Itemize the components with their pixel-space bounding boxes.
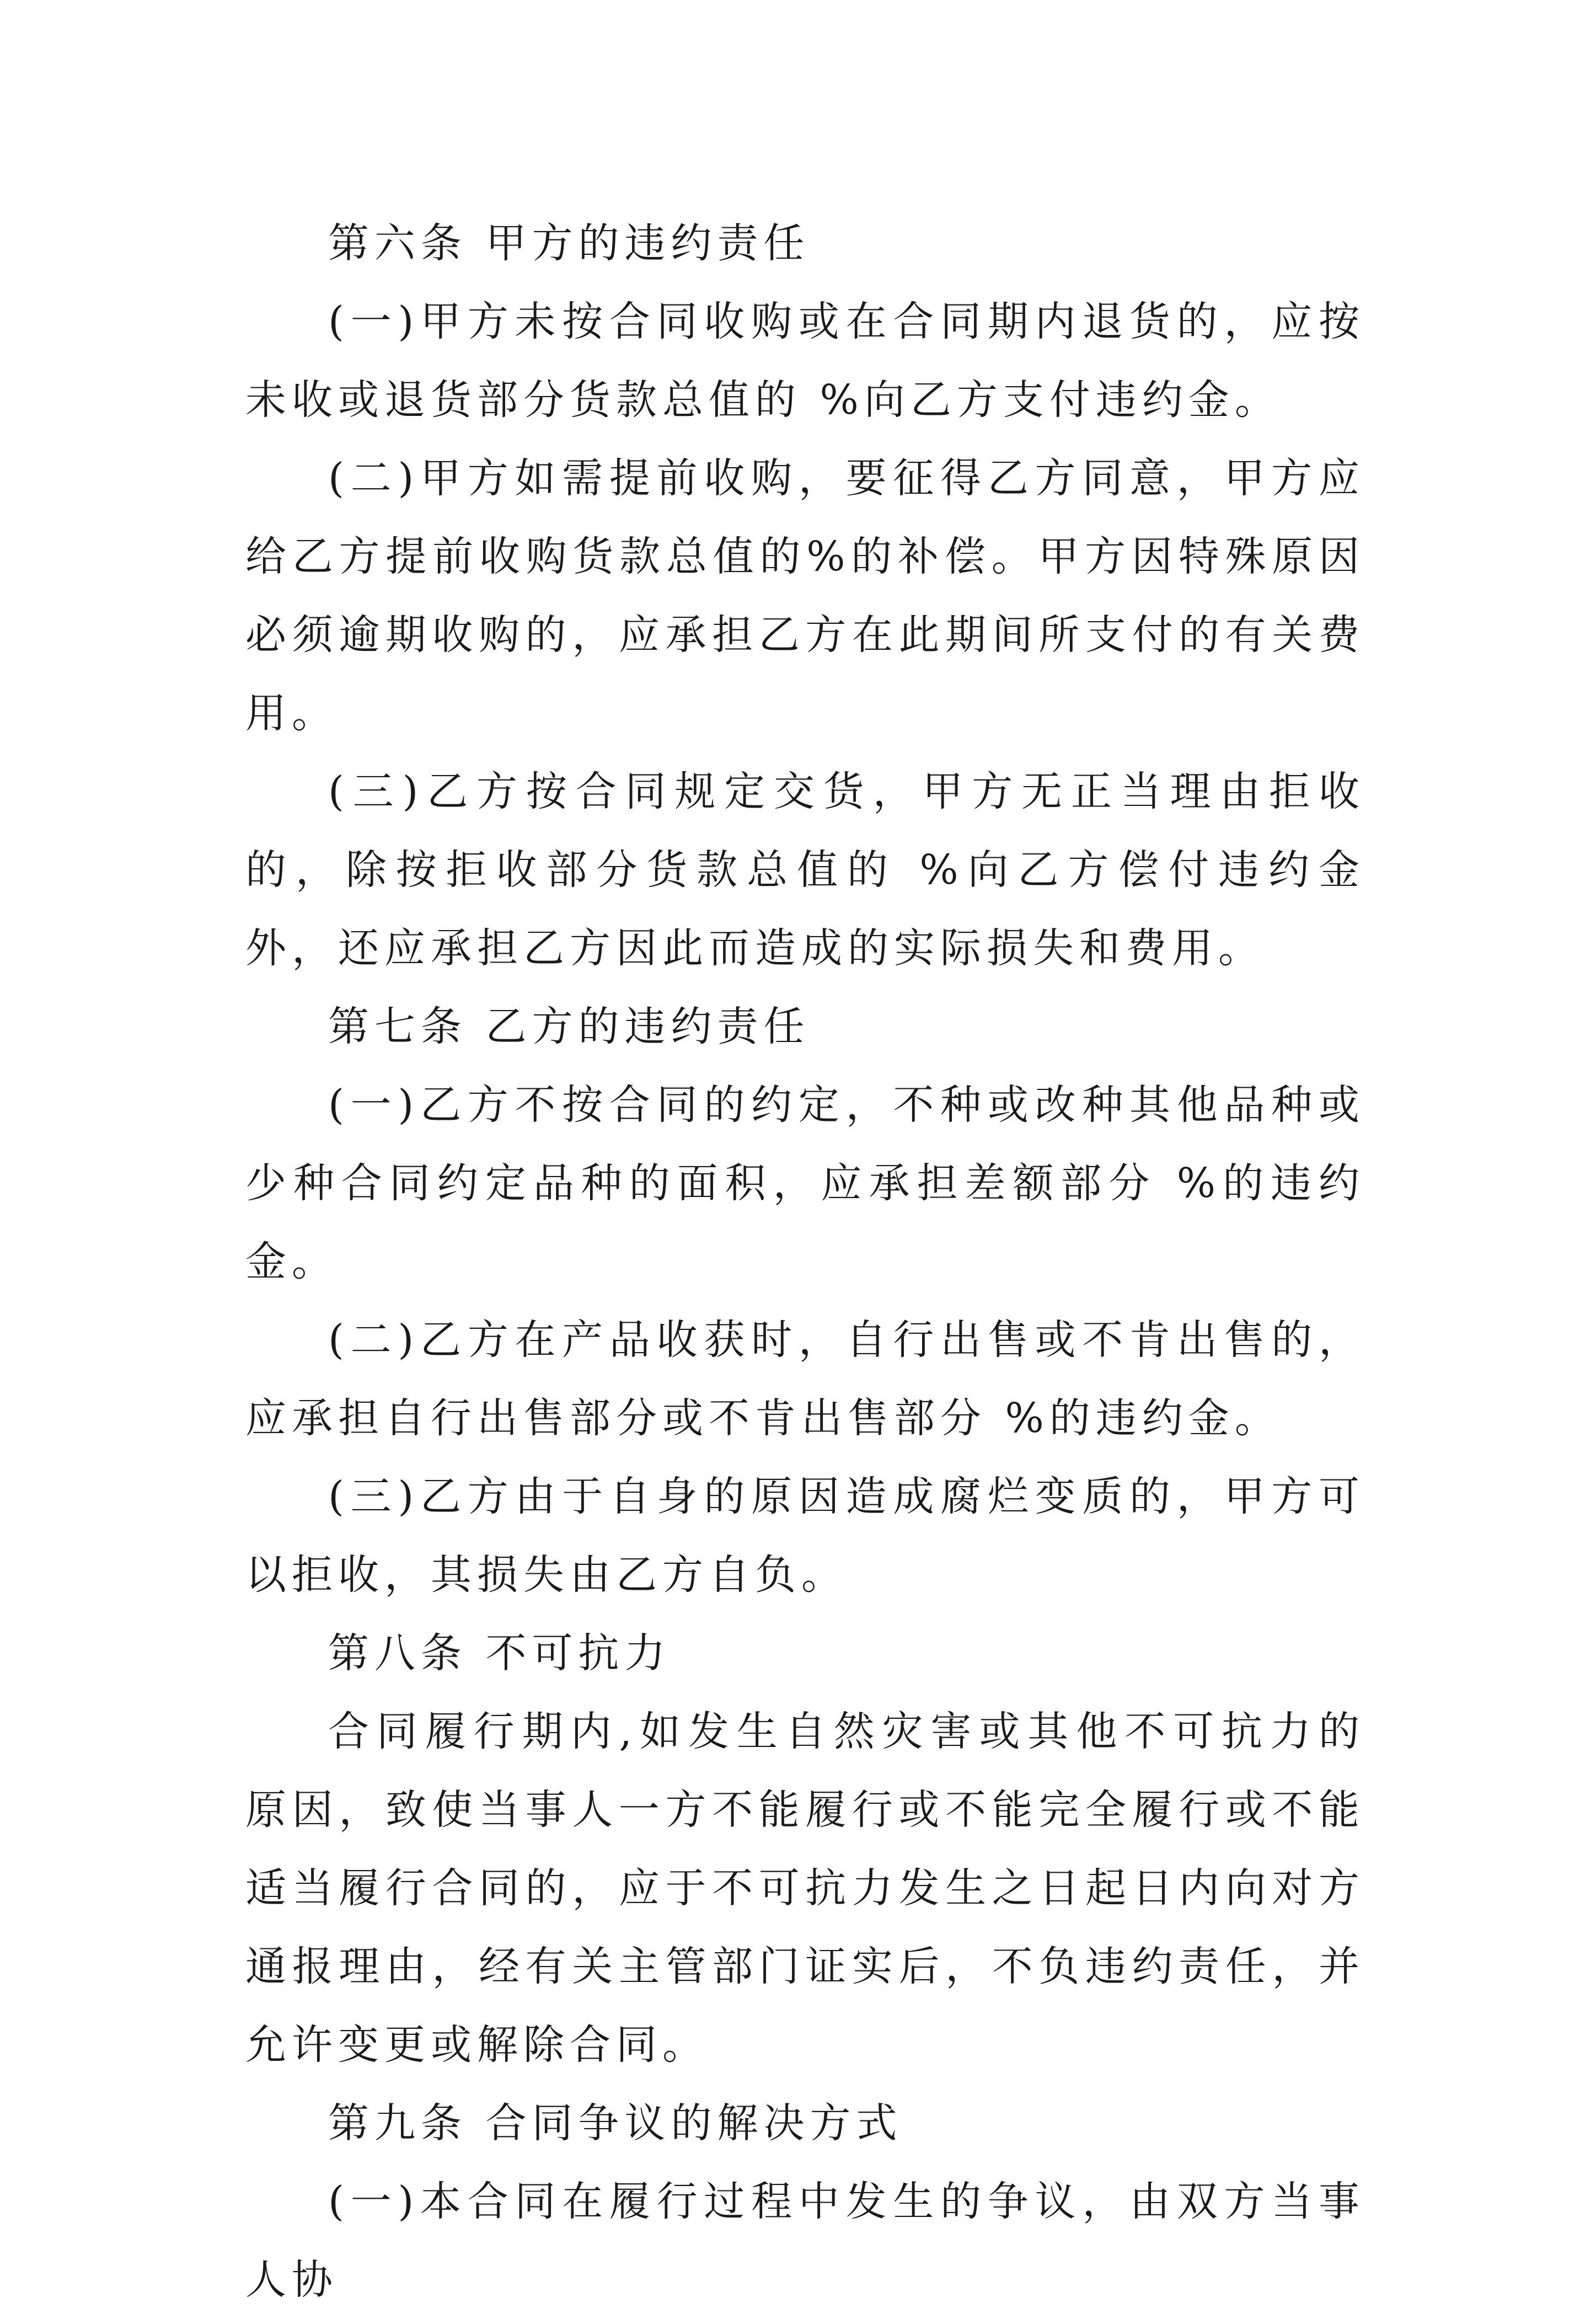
article-6-clause-3: (三)乙方按合同规定交货，甲方无正当理由拒收的，除按拒收部分货款总值的 %向乙方偿付违约金外，还应承担乙方因此而造成的实际损失和费用。: [245, 768, 1365, 972]
article-8-body: 合同履行期内,如发生自然灾害或其他不可抗力的原因，致使当事人一方不能履行或不能完全履行或不能适当履行合同的，应于不可抗力发生之日起日内向对方通报理由，经有关主管部门证实后，不负违约责任，并允许变更或解除合同。: [245, 1708, 1365, 2069]
article-7-clause-2: (二)乙方在产品收获时，自行出售或不肯出售的，应承担自行出售部分或不肯出售部分 %的违约金。: [245, 1316, 1365, 1442]
article-9-clause-1: (一)本合同在履行过程中发生的争议，由双方当事人协: [245, 2178, 1365, 2304]
article-7-clause-3: (三)乙方由于自身的原因造成腐烂变质的，甲方可以拒收，其损失由乙方自负。: [245, 1473, 1365, 1599]
article-8-heading: 第八条 不可抗力: [328, 1629, 671, 1677]
article-6-clause-2: (二)甲方如需提前收购，要征得乙方同意，甲方应给乙方提前收购货款总值的%的补偿。甲方因特殊原因必须逾期收购的，应承担乙方在此期间所支付的有关费用。: [245, 455, 1365, 737]
article-7-clause-1: (一)乙方不按合同的约定，不种或改种其他品种或少种合同约定品种的面积，应承担差额部分 %的违约金。: [245, 1081, 1365, 1285]
article-6-clause-1: (一)甲方未按合同收购或在合同期内退货的，应按未收或退货部分货款总值的 %向乙方支付违约金。: [245, 298, 1365, 424]
article-6-heading: 第六条 甲方的违约责任: [328, 220, 810, 267]
document-body: [245, 204, 1365, 2319]
article-7-heading: 第七条 乙方的违约责任: [328, 1003, 810, 1050]
article-9-heading: 第九条 合同争议的解决方式: [328, 2099, 903, 2147]
